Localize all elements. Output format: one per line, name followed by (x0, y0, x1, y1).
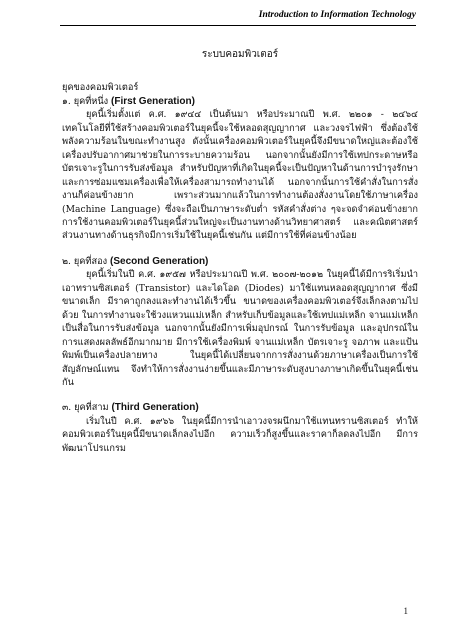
gen3-heading (62, 401, 418, 414)
header-rule (60, 25, 416, 26)
gen3-heading-en: (Third Generation) (111, 402, 199, 414)
document-title: ระบบคอมพิวเตอร์ (201, 49, 279, 60)
gen2-heading-th: ยุคที่สอง (73, 255, 108, 267)
gen2-paragraph: ยุคนี้เริ่มในปี ค.ศ. ๑๙๕๗ หรือประมาณปี พ.ศ. ๒๐๐๗-๒๐๑๒ ในยุคนี้ได้มีการริเริ่มนำเอาทรานซิสเตอร์ (Transistor) และไดโอด (Diodes) มาใช้แทนหลอดสุญญากาศ ซึ่งมีขนาดเล็ก มีราคาถูกลงและทำงานได้เร็วขึ้น ขนาดของเครื่องคอมพิวเตอร์จึงเล็กลงตามไปด้วย ในการทำงานจะใช้วงแหวนแม่เหล็ก สำหรับเก็บข้อมูลและใช้เทปแม่เหล็ก จานแม่เหล็กเป็นสื่อในการรับส่งข้อมูล นอกจากนั้นยังมีการเพิ่มอุปกรณ์ ในการรับข้อมูล และอุปกรณ์ในการแสดงผลลัพธ์อีกมากมาย มีการใช้เครื่องพิมพ์ จานแม่เหล็ก บัตรเจาะรู จอภาพ และแป้นพิมพ์เป็นเครื่องปลายทาง ในยุคนี้ได้เปลี่ยนจากการสั่งงานด้วยภาษาเครื่องเป็นการใช้สัญลักษณ์แทน จึงทำให้การสั่งงานง่ายขึ้นและมีภาษาระดับสูงบางภาษาเกิดขึ้นในยุคนี้เช่นกัน (62, 269, 418, 388)
section-label: ยุคของคอมพิวเตอร์ (62, 82, 139, 94)
gen1-heading (62, 95, 418, 108)
gen2-heading (62, 255, 418, 268)
gen2-heading-en: (Second Generation) (110, 255, 209, 267)
gen3-heading-th: ยุคที่สาม (74, 402, 109, 414)
gen3-paragraph: เริ่มในปี ค.ศ. ๑๙๖๖ ในยุคนี้มีการนำเอาวงจรผนึกมาใช้แทนทรานซิสเตอร์ ทำให้คอมพิวเตอร์ในยุคนี้มีขนาดเล็กลงไปอีก ความเร็วก็สูงขึ้นและราคาก็ลดลงไปอีก มีการพัฒนาโปรแกรม (62, 415, 418, 454)
gen1-heading-th: ยุคที่หนึ่ง (73, 95, 109, 107)
gen1-number: ๑. (62, 95, 71, 107)
gen3-number: ๓. (62, 402, 72, 414)
gen2-number: ๒. (62, 255, 71, 267)
gen1-paragraph: ยุคนี้เริ่มตั้งแต่ ค.ศ. ๑๙๔๔ เป็นต้นมา หรือประมาณปี พ.ศ. ๒๒๐๑ - ๒๔๖๔ เทคโนโลยีที่ใช้สร้างคอมพิวเตอร์ในยุคนี้จะใช้หลอดสุญญากาศ และวงจรไฟฟ้า ซึ่งต้องใช้พลังความร้อนในขณะทำงานสูง ดังนั้นเครื่องคอมพิวเตอร์ในยุคนี้จึงมีขนาดใหญ่และต้องใช้เครื่องปรับอากาศมาช่วยในการระบายความร้อน นอกจากนั้นยังมีการใช้เทปกระดาษหรือบัตรเจาะรูในการรับส่งข้อมูล สำหรับปัญหาที่เกิดในยุคนี้จะเป็นปัญหาในด้านการบำรุงรักษาและการซ่อมแซมเครื่องเพื่อให้เครื่องสามารถทำงานได้ นอกจากนั้นการใช้คำสั่งในการสั่งงานก็ค่อนข้างยาก เพราะส่วนมากแล้วในการทำงานต้องสั่งงานโดยใช้ภาษาเครื่อง (Machine Language) ซึ่งจะถือเป็นภาษาระดับต่ำ รหัสคำสั่งต่าง ๆจะจดจำค่อนข้างยาก การใช้งานคอมพิวเตอร์ในยุคนี้ส่วนใหญ่จะเป็นงานทางด้านวิทยาศาสตร์ และคณิตศาสตร์ ส่วนงานทางด้านธุรกิจมีการเริ่มใช้ในยุคนี้เช่นกัน แต่มีการใช้ที่ค่อนข้างน้อย (62, 109, 418, 242)
document-body (62, 48, 418, 455)
running-header: Introduction to Information Technology (258, 10, 416, 20)
gen1-heading-en: (First Generation) (111, 95, 195, 107)
page-number: 1 (403, 606, 408, 616)
